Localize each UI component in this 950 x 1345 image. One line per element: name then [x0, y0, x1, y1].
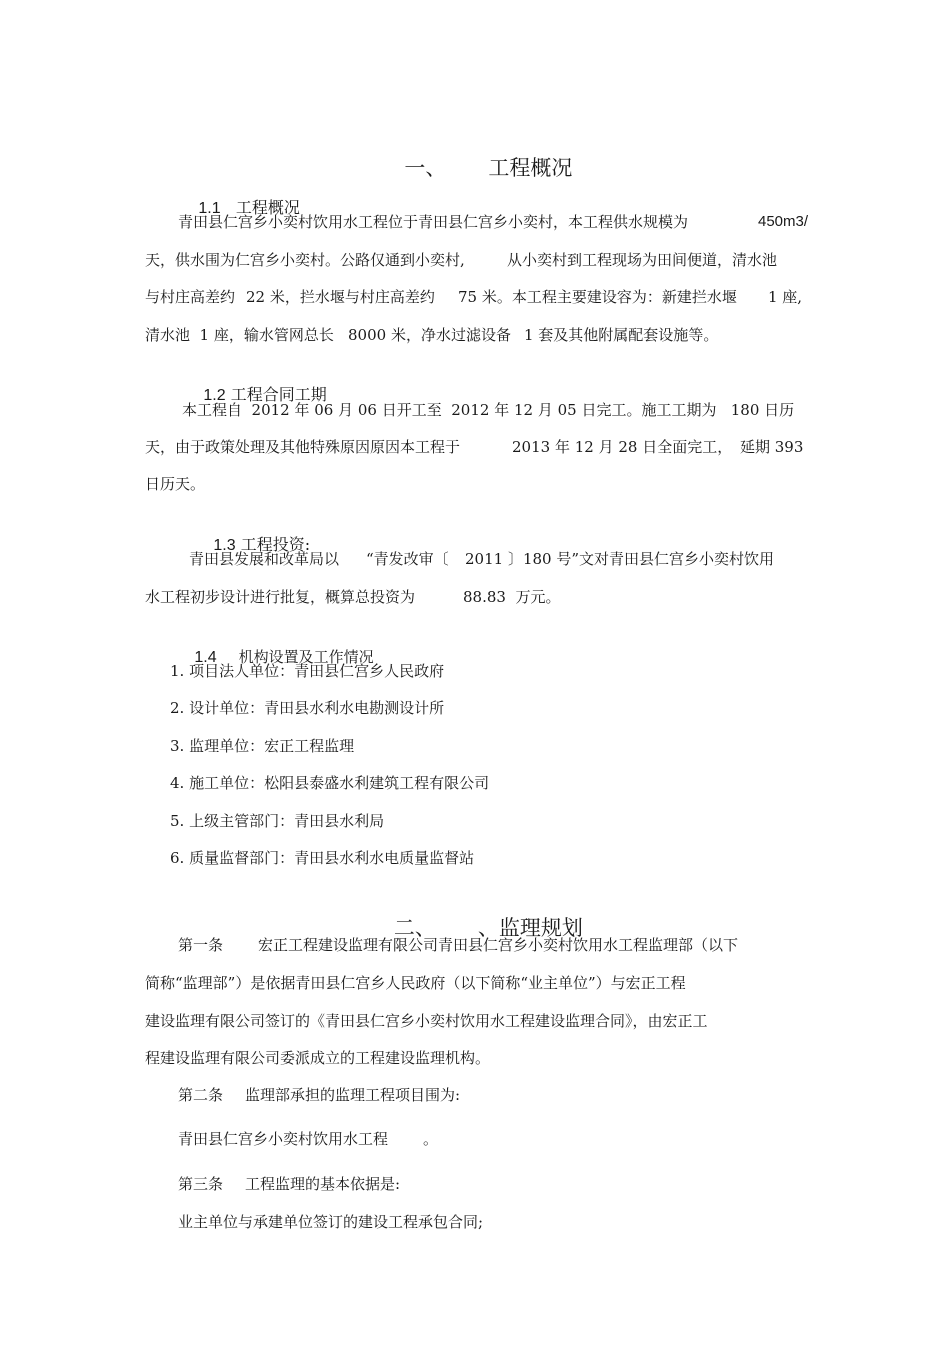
org-list-item: 3. 监理单位：宏正工程监理: [170, 737, 355, 755]
para-1-2-line: 延期 393: [740, 438, 804, 456]
article-2-project: 青田县仁宫乡小奕村饮用水工程: [178, 1130, 389, 1148]
org-list-item: 4. 施工单位：松阳县泰盛水利建筑工程有限公司: [170, 774, 490, 792]
para-1-3-line: “青发改审〔: [366, 550, 449, 568]
para-1-3-line: 88.83 万元。: [463, 588, 561, 606]
article-3-text: 工程监理的基本依据是:: [245, 1175, 401, 1193]
subheading-1-4: 1.4 机构设置及工作情况: [194, 648, 374, 666]
article-3-item: 业主单位与承建单位签订的建设工程承包合同;: [178, 1213, 484, 1231]
para-1-1-line: 22 米，拦水堰与村庄高差约: [246, 288, 435, 306]
org-list-item: 2. 设计单位：青田县水利水电勘测设计所: [170, 699, 445, 717]
article-label: 第三条: [178, 1175, 224, 1193]
para-1-2-line: 2013 年 12 月 28 日全面完工，: [512, 438, 733, 456]
article-1-line: 宏正工程建设监理有限公司青田县仁宫乡小奕村饮用水工程监理部（以下: [258, 936, 739, 954]
para-1-1-line: 从小奕村到工程现场为田间便道，清水池: [507, 251, 778, 269]
article-label: 第二条: [178, 1086, 224, 1104]
para-1-1-line: 1 套及其他附属配套设施等。: [524, 326, 719, 344]
para-1-1-line: 天，供水围为仁宫乡小奕村。公路仅通到小奕村,: [145, 251, 465, 269]
para-1-3-line: 青田县发展和改革局以: [189, 550, 340, 568]
para-1-1-line: 8000 米，净水过滤设备: [348, 326, 511, 344]
para-1-2-line: 本工程自 2012 年 06 月 06 日开工至 2012 年 12 月 05 日完工。施工工期为 180 日历: [182, 401, 795, 419]
section-heading-2: [0, 889, 950, 967]
para-1-1-line: 75 米。本工程主要建设容为：新建拦水堰: [458, 288, 737, 306]
article-label: 第一条: [178, 936, 224, 954]
article-1-line: 建设监理有限公司签订的《青田县仁宫乡小奕村饮用水工程建设监理合同》，由宏正工: [145, 1012, 708, 1030]
article-1-line: 简称“监理部”）是依据青田县仁宫乡人民政府（以下简称“业主单位”）与宏正工程: [145, 974, 686, 992]
section-number: 一、: [404, 156, 447, 180]
subheading-1-1: 1.1 工程概况: [198, 198, 300, 217]
org-list-item: 1. 项目法人单位：青田县仁宫乡人民政府: [170, 662, 445, 680]
article-2-end: 。: [423, 1130, 439, 1148]
para-1-1-line: 清水池 1 座，输水管网总长: [145, 326, 334, 344]
org-list-item: 5. 上级主管部门：青田县水利局: [170, 812, 385, 830]
para-1-1-line: 与村庄高差约: [145, 288, 236, 306]
para-1-2-line: 天，由于政策处理及其他特殊原因原因本工程于: [145, 438, 461, 456]
org-list-item: 6. 质量监督部门：青田县水利水电质量监督站: [170, 849, 475, 867]
para-1-3-line: 2011 〕180 号”文对青田县仁宫乡小奕村饮用: [465, 550, 775, 568]
para-1-1-line: 青田县仁宫乡小奕村饮用水工程位于青田县仁宫乡小奕村，本工程供水规模为: [178, 213, 689, 231]
section-title: 工程概况: [488, 156, 573, 180]
section-title: 、监理规划: [477, 916, 583, 940]
subheading-1-2: 1.2 工程合同工期: [203, 385, 327, 404]
para-1-1-line: 450m3/: [758, 213, 809, 230]
para-1-1-line: 1 座,: [768, 288, 803, 306]
article-1-line: 程建设监理有限公司委派成立的工程建设监理机构。: [145, 1049, 491, 1067]
section-number: 二、: [393, 916, 436, 940]
para-1-3-line: 水工程初步设计进行批复，概算总投资为: [145, 588, 416, 606]
section-heading-1: [0, 129, 950, 207]
subheading-1-3: 1.3 工程投资:: [213, 535, 311, 554]
para-1-2-line: 日历天。: [145, 475, 206, 493]
article-2-text: 监理部承担的监理工程项目围为:: [245, 1086, 461, 1104]
